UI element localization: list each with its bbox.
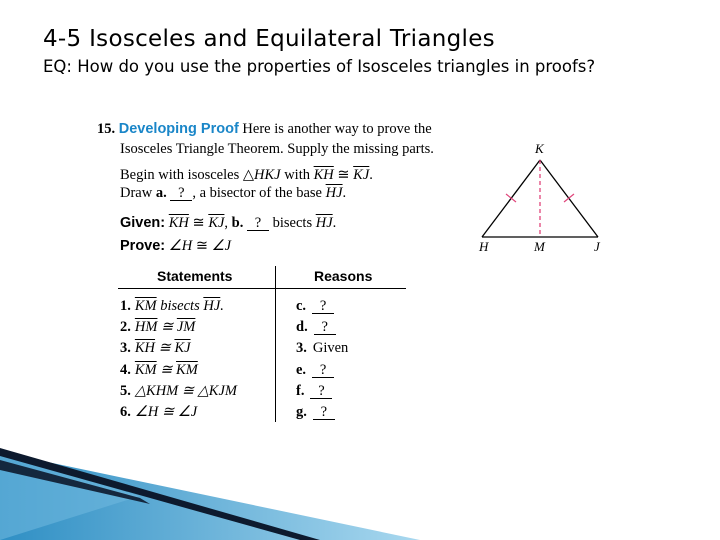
label-b: b.: [231, 215, 244, 231]
cong-symbol: ≅: [192, 215, 205, 231]
statement-text: △KHM ≅ △KJM: [134, 382, 237, 399]
begin-with: with: [284, 167, 310, 183]
statement-text: $\overline{HM}$ ≅ $\overline{JM}$: [134, 319, 196, 336]
given-seg-kh: $\overline{KH}$: [168, 215, 189, 231]
row-number: 6.: [120, 404, 131, 420]
period: .: [332, 215, 337, 231]
given-line: Given: $\overline{KH}$ ≅ $\overline{KJ}$, b. ? bisects $\overline{HJ}$.: [120, 215, 337, 231]
label-a: a.: [155, 185, 167, 201]
blank-b: ?: [247, 217, 269, 231]
reason-letter: e.: [296, 361, 307, 378]
statement-text: $\overline{KM}$ ≅ $\overline{KM}$: [134, 361, 198, 378]
table-row-statement: [120, 298, 224, 315]
reason-letter: 3.: [296, 340, 307, 357]
problem-number: 15.: [97, 121, 116, 137]
given-seg-kj: $\overline{KJ}$: [208, 215, 225, 231]
given-post: bisects: [272, 215, 313, 231]
reason-blank: ?: [312, 300, 334, 314]
prove-label: Prove:: [120, 238, 166, 254]
reason-letter: g.: [296, 404, 307, 420]
problem-intro-1: Here is another way to prove the: [242, 121, 432, 137]
begin-line: [120, 167, 373, 184]
begin-triangle: HKJ: [253, 167, 281, 183]
table-row-statement: [120, 319, 195, 336]
seg-hj: $\overline{HJ}$: [325, 185, 343, 201]
begin-text: Begin with isosceles △: [120, 167, 254, 183]
table-row-statement: [120, 340, 191, 357]
reasons-header: Reasons: [314, 268, 373, 284]
reason-text: Given: [312, 340, 349, 357]
table-row-reason: [296, 319, 336, 336]
problem-heading: Developing Proof: [118, 121, 239, 137]
row-number: 5.: [120, 382, 131, 399]
reason-letter: f.: [296, 382, 305, 399]
prove-angle-j: ∠J: [211, 238, 232, 254]
reason-blank: ?: [313, 406, 335, 420]
table-row-statement: [120, 362, 198, 379]
statements-header: Statements: [157, 268, 233, 284]
row-number: 3.: [120, 340, 131, 357]
statement-text: $\overline{KH}$ ≅ $\overline{KJ}$: [134, 340, 191, 357]
reason-blank: ?: [314, 321, 336, 335]
statement-text: ∠H ≅ ∠J: [134, 404, 198, 420]
slide-title: 4-5 Isosceles and Equilateral Triangles: [43, 26, 495, 52]
draw-line: [120, 185, 346, 202]
given-label: Given:: [120, 215, 166, 231]
table-row-statement: [120, 383, 237, 400]
tick-kh: [506, 194, 516, 202]
vertex-k: K: [535, 141, 544, 156]
prove-line: [120, 238, 231, 255]
table-row-statement: [120, 404, 197, 421]
table-row-reason: [296, 298, 334, 315]
table-header-rule: [118, 288, 406, 289]
period: .: [369, 167, 373, 183]
table-row-reason: [296, 340, 348, 357]
vertex-m: M: [534, 239, 545, 254]
period: .: [342, 185, 347, 201]
vertex-h: H: [479, 239, 489, 254]
reason-letter: d.: [296, 319, 308, 336]
problem-intro-2: Isosceles Triangle Theorem. Supply the missing parts.: [120, 141, 434, 157]
draw-text: Draw: [120, 185, 153, 201]
essential-question: EQ: How do you use the properties of Isosceles triangles in proofs?: [43, 57, 596, 76]
cong-symbol: ≅: [195, 238, 209, 254]
tick-kj: [564, 194, 574, 202]
table-row-reason: [296, 383, 332, 400]
reason-blank: ?: [310, 385, 332, 399]
reason-blank: ?: [312, 364, 334, 378]
draw-post: , a bisector of the base: [192, 185, 322, 201]
seg-kj: $\overline{KJ}$: [353, 167, 370, 183]
seg-kh: $\overline{KH}$: [313, 167, 334, 183]
table-row-reason: [296, 362, 334, 379]
prove-angle-h: ∠H: [168, 238, 193, 254]
table-row-reason: [296, 404, 335, 421]
table-column-divider: [275, 266, 276, 422]
blank-a: ?: [170, 187, 192, 201]
reason-letter: c.: [296, 298, 307, 314]
row-number: 2.: [120, 319, 131, 336]
statement-text: $\overline{KM}$ bisects $\overline{HJ}$.: [134, 298, 224, 314]
vertex-j: J: [594, 239, 600, 254]
row-number: 4.: [120, 361, 131, 378]
given-seg-hj: $\overline{HJ}$: [315, 215, 333, 231]
corner-decoration: [0, 440, 420, 540]
cong-symbol: ≅: [337, 167, 350, 183]
problem-header: [97, 121, 432, 138]
row-number: 1.: [120, 298, 131, 314]
